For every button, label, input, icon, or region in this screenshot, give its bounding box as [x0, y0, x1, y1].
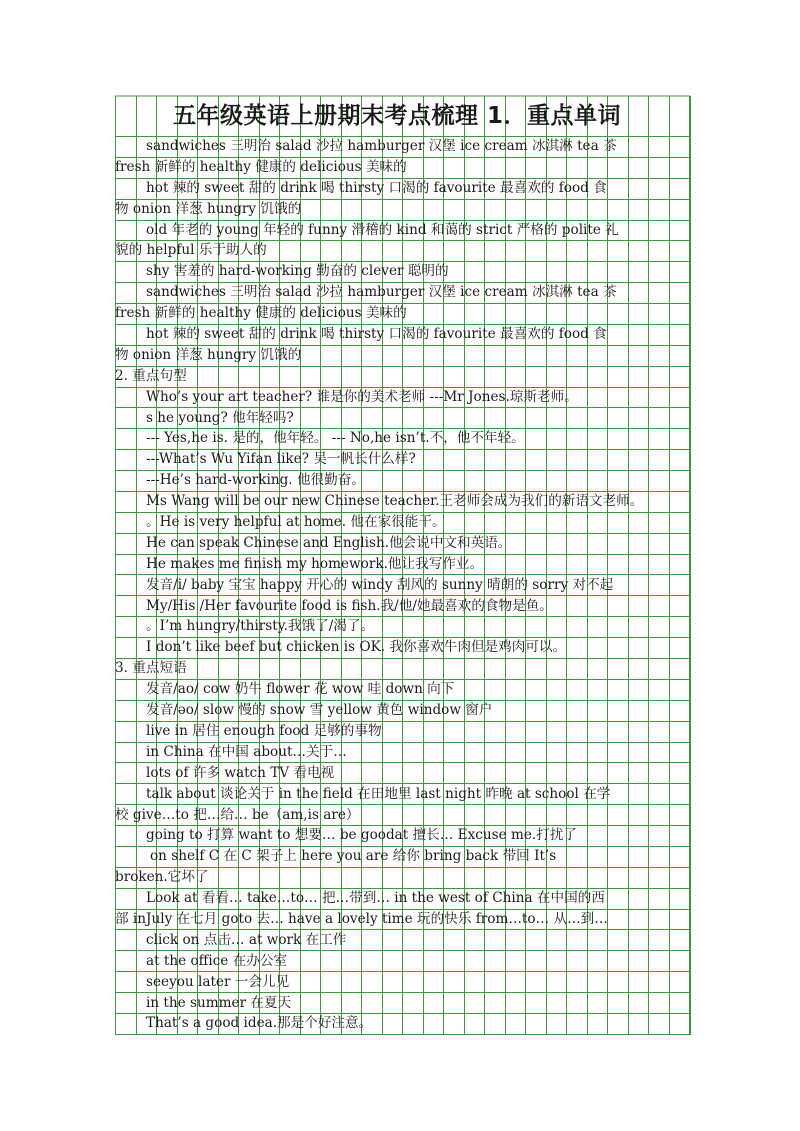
text-line: 3. 重点短语: [115, 660, 187, 677]
text-line: ---He’s hard-working. 他很勤奋。: [146, 472, 365, 489]
text-line: I don’t like beef but chicken is OK. 我你喜欢牛肉但是鸡肉可以。: [146, 639, 567, 656]
text-line: 部 inJuly 在七月 goto 去… have a lovely time 玩的快乐 from…to… 从…到…: [115, 910, 608, 927]
text-line: Who’s your art teacher? 谁是你的美术老师 ---Mr Jones.琼斯老师。: [146, 388, 578, 405]
text-line: 貌的 helpful 乐于助人的: [115, 242, 267, 259]
text-line: 发音/əo/ slow 慢的 snow 雪 yellow 黄色 window 窗户: [146, 702, 493, 719]
text-line: 物 onion 洋葱 hungry 饥饿的: [115, 346, 302, 363]
text-line: sandwiches 三明治 salad 沙拉 hamburger 汉堡 ice cream 冰淇淋 tea 茶: [146, 284, 617, 301]
text-line: Look at 看看… take…to… 把…带到… in the west of China 在中国的西: [146, 890, 605, 907]
text-line: 2. 重点句型: [115, 367, 187, 384]
text-line: seeyou later 一会儿见: [146, 973, 290, 990]
text-line: live in 居住 enough food 足够的事物: [146, 722, 382, 739]
text-line: 校 give…to 把…给… be（am,is are）: [115, 806, 360, 823]
text-line: on shelf C 在 C 架子上 here you are 给你 bring back 带回 It’s: [150, 848, 557, 865]
text-line: Ms Wang will be our new Chinese teacher.王老师会成为我们的新语文老师。: [146, 493, 644, 510]
text-line: in the summer 在夏天: [146, 994, 292, 1011]
text-line: talk about 谈论关于 in the field 在田地里 last night 昨晚 at school 在学: [146, 785, 611, 802]
text-line: broken.它坏了: [115, 869, 209, 886]
document-body: [115, 96, 690, 1034]
text-line: lots of 许多 watch TV 看电视: [146, 764, 335, 781]
text-line: 发音/i/ baby 宝宝 happy 开心的 windy 刮风的 sunny 晴朗的 sorry 对不起: [146, 576, 614, 593]
text-line: old 年老的 young 年轻的 funny 滑稽的 kind 和蔼的 strict 严格的 polite 礼: [146, 221, 619, 238]
text-line: in China 在中国 about…关于…: [146, 743, 347, 760]
page-title: 五年级英语上册期末考点梳理 1．重点单词: [173, 103, 622, 129]
text-line: That’s a good idea.那是个好注意。: [146, 1015, 373, 1032]
text-line: 发音/ao/ cow 奶牛 flower 花 wow 哇 down 向下: [146, 681, 455, 698]
text-line: --- Yes,he is. 是的，他年轻。 --- No,he isn’t.不，他不年轻。: [146, 430, 525, 447]
text-line: click on 点击… at work 在工作: [146, 931, 347, 948]
text-lines: [115, 136, 690, 1034]
text-line: 。He is very helpful at home. 他在家很能干。: [146, 514, 446, 531]
text-line: 物 onion 洋葱 hungry 饥饿的: [115, 200, 302, 217]
text-line: He makes me finish my homework.他让我写作业。: [146, 555, 484, 572]
text-line: at the office 在办公室: [146, 952, 288, 969]
text-line: going to 打算 want to 想要… be goodat 擅长… Excuse me.打扰了: [146, 827, 578, 844]
text-line: ---What’s Wu Yifan like? 吴一帆长什么样?: [146, 451, 416, 468]
text-line: fresh 新鲜的 healthy 健康的 delicious 美味的: [115, 158, 407, 175]
text-line: hot 辣的 sweet 甜的 drink 喝 thirsty 口渴的 favourite 最喜欢的 food 食: [146, 326, 607, 343]
text-line: hot 辣的 sweet 甜的 drink 喝 thirsty 口渴的 favourite 最喜欢的 food 食: [146, 179, 607, 196]
text-line: s he young? 他年轻吗?: [146, 409, 294, 426]
text-line: fresh 新鲜的 healthy 健康的 delicious 美味的: [115, 305, 407, 322]
text-line: He can speak Chinese and English.他会说中文和英语。: [146, 534, 512, 551]
text-line: shy 害羞的 hard-working 勤奋的 clever 聪明的: [146, 263, 449, 280]
text-line: sandwiches 三明治 salad 沙拉 hamburger 汉堡 ice cream 冰淇淋 tea 茶: [146, 138, 617, 154]
text-line: My/His /Her favourite food is fish.我/他/她最喜欢的食物是鱼。: [146, 597, 553, 614]
text-line: 。I’m hungry/thirsty.我饿了/渴了。: [146, 618, 375, 635]
